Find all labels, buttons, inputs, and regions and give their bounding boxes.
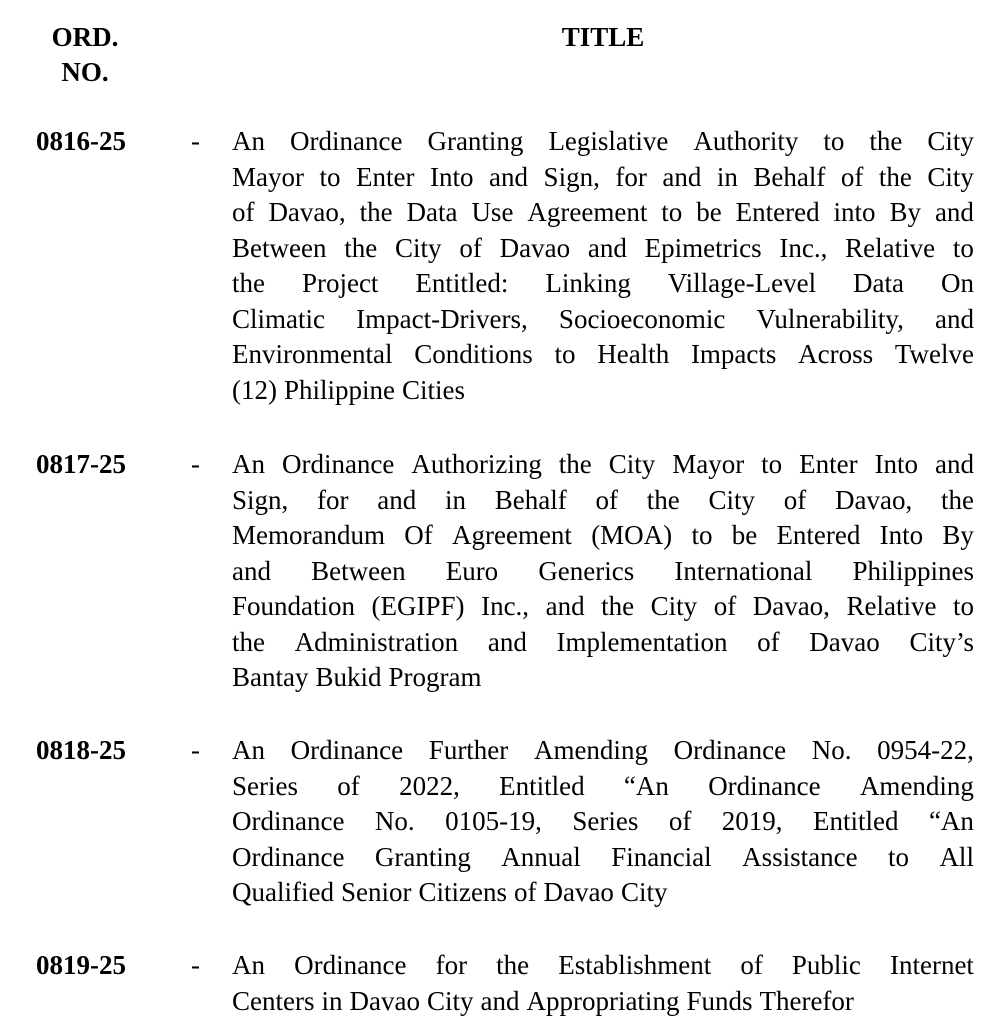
ordinance-title-line: and Between Euro Generics International Philippines: [232, 555, 974, 586]
ordinance-title-line: Sign, for and in Behalf of the City of Davao, the: [232, 484, 974, 515]
ordinance-title-line: Centers in Davao City and Appropriating Funds Therefor: [232, 985, 854, 1016]
ordinance-title-line: An Ordinance Granting Legislative Authority to the City: [232, 126, 974, 156]
ordinance-title-line: Climatic Impact-Drivers, Socioeconomic Vulnerability, and: [232, 303, 974, 334]
ordinance-title-line: of Davao, the Data Use Agreement to be Entered into By and: [232, 197, 974, 227]
entry-separator-dash: -: [191, 126, 200, 156]
ordinance-title-line: Ordinance No. 0105-19, Series of 2019, Entitled “An: [232, 806, 974, 836]
ordinance-title-line: Environmental Conditions to Health Impacts Across Twelve: [232, 339, 974, 369]
ordinance-title-line: Between the City of Davao and Epimetrics Inc., Relative to: [232, 232, 974, 263]
ordinance-number: 0819-25: [36, 950, 126, 980]
ordinance-number: 0817-25: [36, 449, 126, 479]
ord-header-line2: NO.: [61, 57, 109, 87]
ordinance-title-line: the Administration and Implementation of Davao City’s: [232, 626, 974, 657]
ordinance-title-line: An Ordinance Further Amending Ordinance No. 0954-22,: [232, 735, 974, 765]
entry-separator-dash: -: [191, 950, 200, 980]
ordinance-title: [232, 733, 974, 911]
ordinance-title-line: An Ordinance for the Establishment of Public Internet: [232, 950, 974, 980]
ordinance-title: [232, 447, 974, 696]
ordinance-title-line: the Project Entitled: Linking Village-Level Data On: [232, 268, 974, 298]
ordinance-title-line: Ordinance Granting Annual Financial Assistance to All: [232, 841, 974, 872]
ordinance-number: 0818-25: [36, 735, 126, 765]
ord-no-column-header: [30, 20, 140, 90]
ordinance-title-line: Series of 2022, Entitled “An Ordinance Amending: [232, 770, 974, 801]
ordinance-number: 0816-25: [36, 126, 126, 156]
ordinance-title-line: Mayor to Enter Into and Sign, for and in Behalf of the City: [232, 161, 974, 192]
ordinance-title-line: Bantay Bukid Program: [232, 662, 482, 692]
entry-separator-dash: -: [191, 735, 200, 765]
ordinance-title-line: An Ordinance Authorizing the City Mayor to Enter Into and: [232, 449, 974, 479]
ordinance-title: [232, 948, 974, 1019]
ordinance-title-line: Memorandum Of Agreement (MOA) to be Entered Into By: [232, 520, 974, 550]
ordinance-title: [232, 124, 974, 408]
entry-separator-dash: -: [191, 449, 200, 479]
ordinance-title-line: Foundation (EGIPF) Inc., and the City of Davao, Relative to: [232, 591, 974, 621]
ordinance-title-line: (12) Philippine Cities: [232, 374, 466, 405]
ord-header-line1: ORD.: [51, 22, 119, 52]
ordinance-title-line: Qualified Senior Citizens of Davao City: [232, 877, 668, 907]
title-column-header: TITLE: [561, 22, 645, 52]
